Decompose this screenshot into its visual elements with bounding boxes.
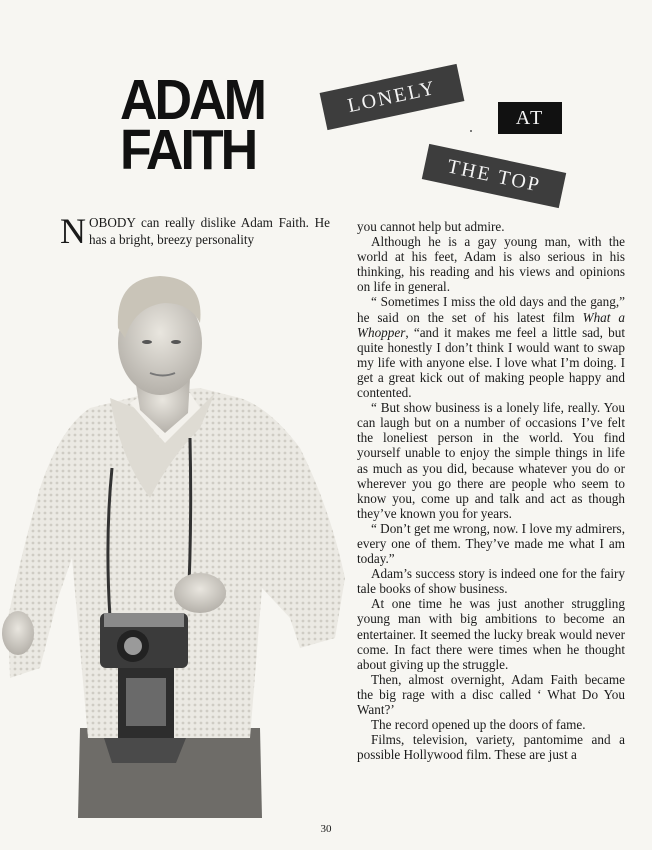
article-paragraph: At one time he was just another struggling young man with big ambitions to become an entertainer. It seemed the lucky break would never come. In fact there were times when he thought about giving up the struggle. [357, 596, 625, 672]
banner-the-top: THE TOP [422, 144, 566, 208]
article-text: “ Sometimes I miss the old days and the gang,” he said on the set of his latest film [357, 294, 625, 325]
drop-cap: N [60, 211, 86, 251]
article-title [120, 69, 264, 182]
article-paragraph: Although he is a gay young man, with the world at his feet, Adam is also serious in his thinking, his reading and his views and opinions on life in general. [357, 234, 625, 295]
article-body [357, 219, 625, 762]
intro-paragraph [60, 211, 330, 251]
banner-lonely: LONELY [320, 64, 465, 130]
page-number: 30 [320, 823, 332, 835]
article-text: , “and it makes me feel a little sad, but quite honestly I don’t think I would want to swap my life with anyone else. I love what I’m doing. I get a great kick out of making people happy and contented. [357, 324, 625, 401]
article-paragraph: Then, almost overnight, Adam Faith became the big rage with a disc called ‘ What Do You Want?’ [357, 671, 625, 717]
article-paragraph: Adam’s success story is indeed one for the fairy tale books of show business. [357, 566, 625, 597]
article-paragraph: The record opened up the doors of fame. [371, 717, 586, 733]
photo-adam-faith [0, 258, 350, 818]
title-line-adam: ADAM [120, 69, 264, 133]
article-paragraph: you cannot help but admire. [357, 219, 505, 234]
banner-at: AT [498, 102, 562, 134]
article-paragraph [357, 294, 625, 400]
film-title: What a Whopper [357, 309, 625, 340]
article-paragraph: Films, television, variety, pantomime and a possible Hollywood film. These are just a [357, 732, 625, 763]
intro-text: OBODY can really dislike Adam Faith. He has a bright, breezy personality [89, 215, 330, 247]
title-line-faith: FAITH [120, 119, 256, 182]
article-paragraph: “ But show business is a lonely life, really. You can laugh but on a number of occasions I’ve felt the loneliest person in the world. You find yourself unable to enjoy the simple things in life as much as you did, because whatever you do or wherever you go there are people who seem to know you, come up and talk and act as though they’ve known you for years. [357, 400, 625, 521]
speck [470, 130, 472, 132]
article-paragraph: “ Don’t get me wrong, now. I love my admirers, every one of them. They’ve made me what I am today.” [357, 520, 625, 567]
